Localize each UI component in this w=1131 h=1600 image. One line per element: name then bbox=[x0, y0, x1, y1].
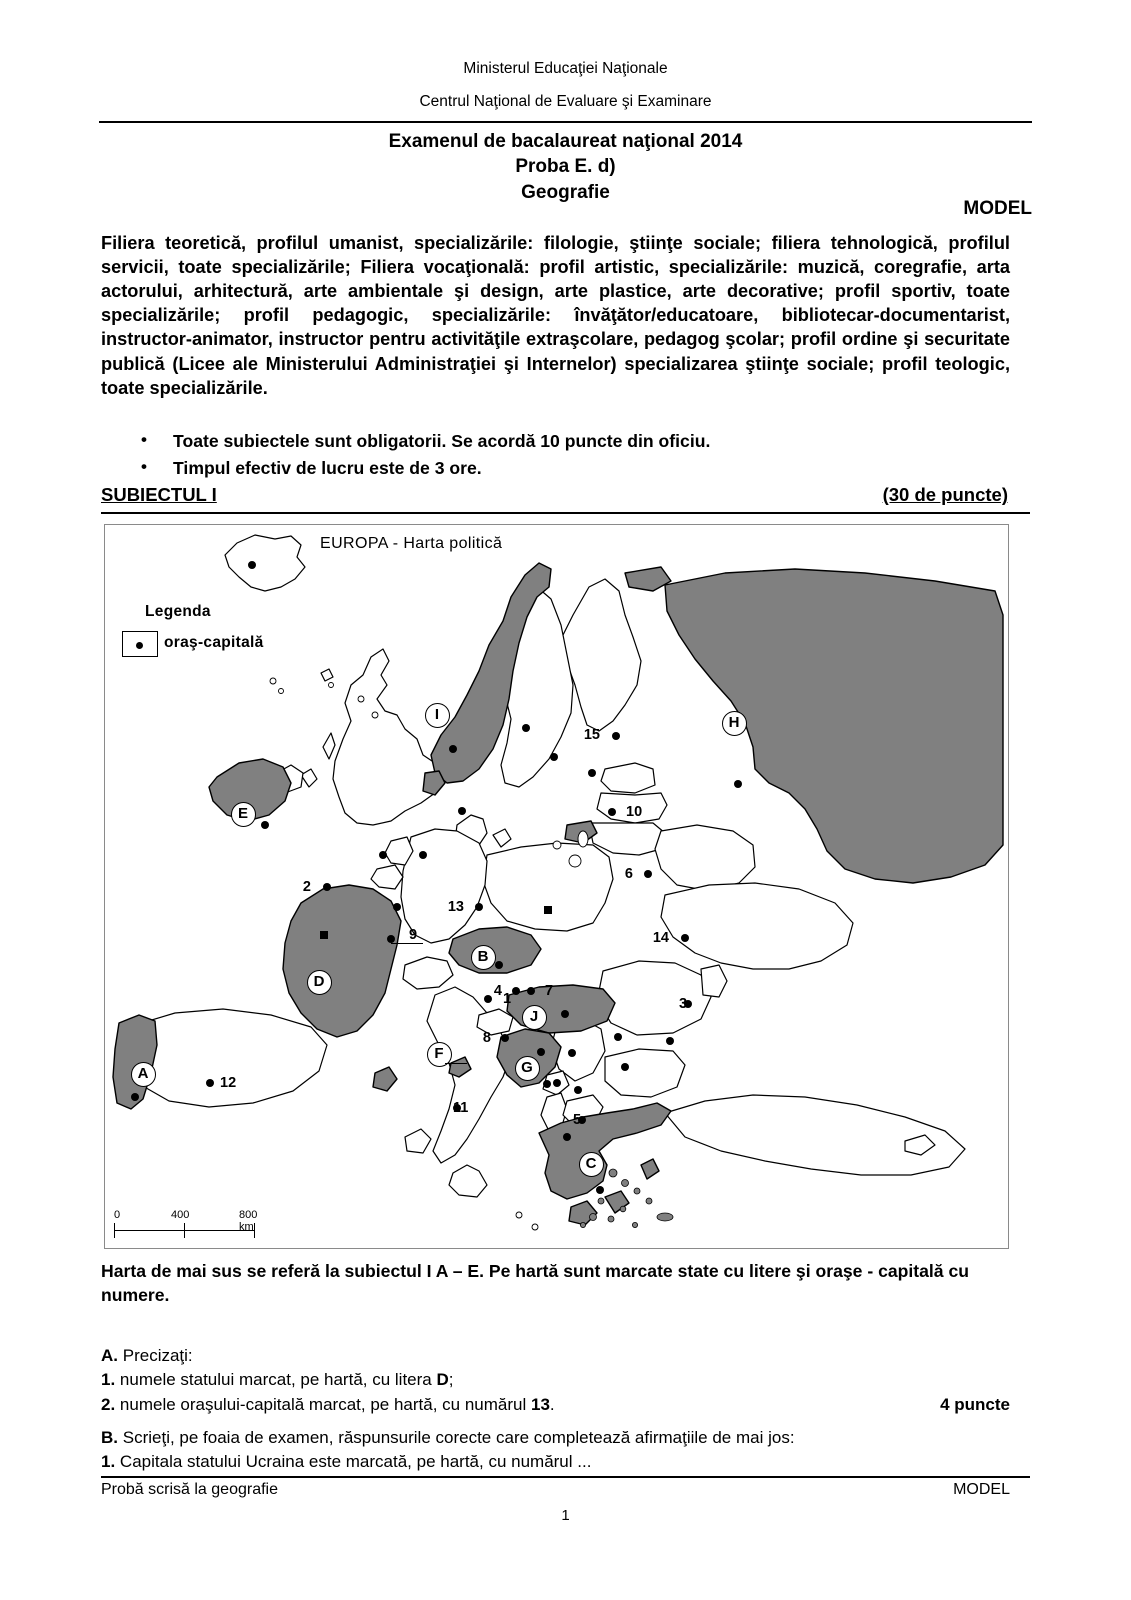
map-number-marker-14: 14 bbox=[652, 930, 669, 946]
section-a-item-2-body bbox=[101, 1393, 555, 1417]
capital-city-dot bbox=[543, 1080, 551, 1088]
section-a-item-2-end: . bbox=[549, 1394, 555, 1414]
page-number: 1 bbox=[561, 1507, 570, 1524]
section-a-item-1-num: 1. bbox=[101, 1370, 116, 1390]
capital-city-dot bbox=[527, 987, 535, 995]
map-number-marker-9: 9 bbox=[409, 927, 418, 943]
capital-city-dot bbox=[449, 745, 457, 753]
map-letter-marker-I: I bbox=[425, 703, 450, 728]
capital-city-dot bbox=[323, 883, 331, 891]
europe-political-map bbox=[104, 524, 1009, 1249]
section-a-item-2-num: 2. bbox=[101, 1394, 116, 1414]
capital-city-dot bbox=[563, 1133, 571, 1141]
capital-city-dot bbox=[681, 934, 689, 942]
list-item: • Timpul efectiv de lucru este de 3 ore. bbox=[101, 455, 1010, 482]
footer-right: MODEL bbox=[953, 1481, 1010, 1498]
capital-city-dot bbox=[387, 935, 395, 943]
capital-city-square bbox=[544, 906, 552, 914]
section-b-intro-text: Scrieţi, pe foaia de examen, răspunsurile corecte care completează afirmaţiile de mai jos: bbox=[122, 1428, 795, 1447]
section-a-intro bbox=[101, 1344, 1010, 1368]
map-letter-marker-E: E bbox=[231, 802, 256, 827]
subject-heading-label: SUBIECTUL I bbox=[101, 484, 217, 505]
scale-label-mid: 400 bbox=[171, 1209, 190, 1221]
page-footer bbox=[101, 1481, 1010, 1499]
section-a bbox=[101, 1344, 1010, 1417]
map-letter-marker-A: A bbox=[131, 1062, 156, 1087]
capital-city-dot bbox=[248, 561, 256, 569]
section-a-intro-text: Precizaţi: bbox=[122, 1346, 193, 1365]
section-a-points: 4 puncte bbox=[940, 1394, 1010, 1414]
specializations-paragraph: Filiera teoretică, profilul umanist, specializările: filologie, ştiinţe sociale; filiera tehnologică, profilul servicii, toate specializările; Filiera vocaţională: profil artistic, specializările: muzică, coregrafie, arta actorului, arhitectură, arte ambientale şi design, arte plastice, arte decorative; profil sportiv, toate specializările; profil pedagogic, specializările: învăţător/educatoare, bibliotecar-documentarist, instructor-animator, instructor pentru activităţile extraşcolare, pedagog şcolar; profil ordine şi securitate publică (Licee ale Ministerului Administraţiei şi Internelor) specializarea ştiinţe sociale; profil teologic, toate specializările. bbox=[101, 233, 1010, 398]
capital-city-dot bbox=[644, 870, 652, 878]
capital-city-dot bbox=[495, 961, 503, 969]
section-a-item-2-text: numele oraşului-capitală marcat, pe hartă, cu numărul bbox=[119, 1394, 527, 1414]
capital-city-dot bbox=[261, 821, 269, 829]
model-badge: MODEL bbox=[963, 198, 1032, 219]
map-number-marker-3: 3 bbox=[679, 996, 688, 1012]
section-b-item-1 bbox=[101, 1450, 1010, 1474]
legend-symbol-capital-city bbox=[122, 631, 158, 657]
section-a-item-1-end: ; bbox=[448, 1370, 454, 1390]
section-a-item-2-answer-key: 13 bbox=[530, 1394, 550, 1414]
capital-city-dot bbox=[614, 1033, 622, 1041]
scale-tick-0 bbox=[114, 1223, 115, 1238]
subject-heading-points: (30 de puncte) bbox=[882, 484, 1008, 505]
scale-tick-mid bbox=[184, 1223, 185, 1238]
capital-city-dot bbox=[553, 1079, 561, 1087]
capital-city-dot bbox=[458, 807, 466, 815]
map-title: EUROPA - Harta politică bbox=[320, 535, 503, 552]
subject-name: Geografie bbox=[521, 181, 610, 203]
center-line: Centrul Naţional de Evaluare şi Examinare bbox=[419, 93, 712, 110]
section-b-item-1-num: 1. bbox=[101, 1452, 116, 1472]
map-letter-marker-D: D bbox=[307, 970, 332, 995]
capital-city-dot bbox=[537, 1048, 545, 1056]
header-divider bbox=[99, 121, 1032, 123]
legend-title: Legenda bbox=[145, 603, 211, 620]
map-reference-text: Harta de mai sus se referă la subiectul I A – E. Pe hartă sunt marcate state cu litere şi oraşe - capitală cu numere. bbox=[101, 1261, 970, 1305]
capital-city-dot bbox=[522, 724, 530, 732]
map-number-marker-1: 1 bbox=[503, 991, 512, 1007]
section-b-item-1-text: Capitala statului Ucraina este marcată, pe hartă, cu numărul ... bbox=[119, 1452, 592, 1472]
map-number-marker-10: 10 bbox=[626, 804, 643, 820]
proba-label: Proba E. d) bbox=[515, 156, 616, 178]
section-a-item-1-text: numele statului marcat, pe hartă, cu litera bbox=[119, 1370, 432, 1390]
capital-city-dot bbox=[588, 769, 596, 777]
capital-city-dot bbox=[393, 903, 401, 911]
map-number-marker-13: 13 bbox=[447, 899, 464, 915]
title-block bbox=[99, 129, 1032, 205]
section-a-label: A. bbox=[101, 1346, 118, 1365]
capital-city-dot bbox=[561, 1010, 569, 1018]
section-a-item-1 bbox=[101, 1368, 1010, 1392]
instructions-list bbox=[101, 428, 1010, 481]
capital-city-dot bbox=[612, 732, 620, 740]
section-b-label: B. bbox=[101, 1428, 118, 1447]
legend-label-capital-city: oraş-capitală bbox=[164, 634, 264, 651]
map-scale-bar bbox=[114, 1209, 266, 1241]
capital-city-dot bbox=[475, 903, 483, 911]
list-item: • Toate subiectele sunt obligatorii. Se acordă 10 puncte din oficiu. bbox=[101, 428, 1010, 455]
map-letter-marker-H: H bbox=[722, 711, 747, 736]
capital-city-dot bbox=[550, 753, 558, 761]
scale-label-end: 800 km bbox=[239, 1209, 258, 1233]
map-number-marker-5: 5 bbox=[573, 1112, 582, 1128]
capital-city-dot bbox=[734, 780, 742, 788]
capital-city-dot bbox=[568, 1049, 576, 1057]
capital-city-dot bbox=[206, 1079, 214, 1087]
map-letter-marker-F: F bbox=[427, 1042, 452, 1067]
capital-city-dot bbox=[501, 1034, 509, 1042]
ministry-line: Ministerul Educaţiei Naţionale bbox=[463, 60, 668, 77]
subject-heading-divider bbox=[101, 512, 1030, 514]
leader-line-F bbox=[445, 1063, 467, 1064]
map-number-marker-7: 7 bbox=[545, 983, 554, 999]
map-letter-marker-J: J bbox=[522, 1005, 547, 1030]
map-letter-marker-B: B bbox=[471, 945, 496, 970]
map-number-marker-4: 4 bbox=[493, 983, 502, 999]
map-number-marker-15: 15 bbox=[583, 727, 600, 743]
capital-city-dot bbox=[621, 1063, 629, 1071]
footer-left: Probă scrisă la geografie bbox=[101, 1481, 278, 1498]
capital-city-dot bbox=[379, 851, 387, 859]
capital-city-dot bbox=[574, 1086, 582, 1094]
capital-city-dot bbox=[608, 808, 616, 816]
map-number-marker-2: 2 bbox=[302, 879, 311, 895]
capital-city-dot bbox=[596, 1186, 604, 1194]
capital-city-dot bbox=[419, 851, 427, 859]
exam-title: Examenul de bacalaureat naţional 2014 bbox=[388, 131, 743, 152]
capital-city-dot bbox=[666, 1037, 674, 1045]
map-letter-marker-G: G bbox=[515, 1056, 540, 1081]
map-number-marker-6: 6 bbox=[624, 866, 633, 882]
capital-city-square bbox=[320, 931, 328, 939]
section-b bbox=[101, 1426, 1010, 1475]
map-number-marker-8: 8 bbox=[482, 1030, 491, 1046]
subject-heading bbox=[101, 484, 1008, 506]
map-number-marker-12: 12 bbox=[220, 1075, 237, 1091]
capital-city-dot bbox=[512, 987, 520, 995]
map-letter-marker-C: C bbox=[579, 1152, 604, 1177]
footer-divider bbox=[101, 1476, 1030, 1478]
capital-city-dot bbox=[484, 995, 492, 1003]
section-b-intro bbox=[101, 1426, 1010, 1450]
map-number-marker-11: 11 bbox=[453, 1100, 469, 1116]
section-a-item-2 bbox=[101, 1393, 1010, 1417]
scale-label-0: 0 bbox=[114, 1209, 121, 1221]
section-a-item-1-answer-key: D bbox=[436, 1370, 449, 1390]
capital-city-dot bbox=[131, 1093, 139, 1101]
leader-line-9 bbox=[391, 943, 423, 944]
